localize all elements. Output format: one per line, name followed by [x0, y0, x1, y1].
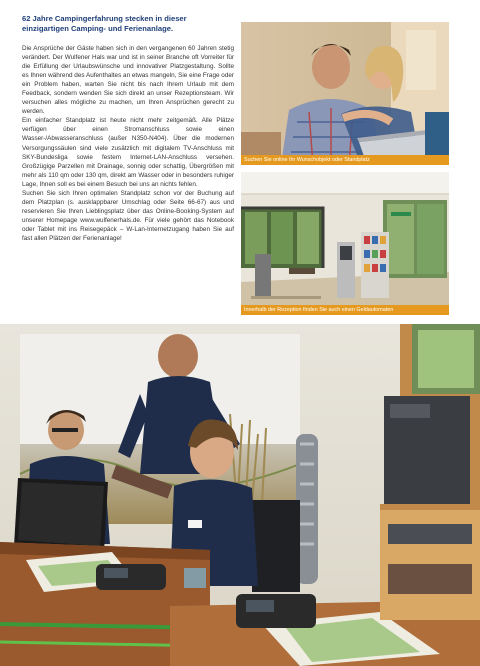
photo-caption: Innerhalb der Rezeption finden Sie auch einen Geldautomaten [241, 305, 449, 315]
couple-laptop-illustration [241, 22, 449, 165]
article-paragraph: Ein einfacher Standplatz ist heute nicht mehr zeitgemäß. Alle Plätze verfügen über einen Stromanschluss sowie einen Wasser-/Abwasseranschluss (außer N350-N404). Über die modernen Versorgungssäulen sind viele zusätzlich mit digitalem TV-Anschluss mit SKY-Bundesliga sowie festem Internet-LAN-Anschluss versehen. Großzügige Parzellen mit Drainage, sonnig oder schattig, Übergrößen mit mehr als 110 qm oder 130 qm, direkt am Wasser oder in besonders ruhiger Lage, Ihnen soll es bei einem Besuch bei uns an nichts fehlen. [22, 117, 234, 188]
article-paragraph: Suchen Sie sich Ihren optimalen Standplatz schon vor der Buchung auf dem Platzplan (s. ausklappbarer Umschlag oder Seite 66-67) aus und reservieren Sie Ihren Lieblingsplatz über das Online-Booking-System auf unserer Homepage www.wulfenerhals.de. Für viele gehört das Notebook oder Tablet mit ins Reisegepäck – W-Lan-Internetzugang haben Sie auf fast allen Plätzen der Ferienanlage! [22, 189, 234, 242]
couple-laptop-photo [241, 22, 449, 165]
photo-caption: Suchen Sie online Ihr Wunschobjekt oder Standplatz [241, 155, 449, 165]
article-headline: 62 Jahre Campingerfahrung stecken in dieser einzigartigen Camping- und Ferienanlage. [22, 14, 187, 33]
reception-interior-illustration [241, 172, 449, 315]
article-paragraph: Die Ansprüche der Gäste haben sich in den vergangenen 60 Jahren stetig verändert. Der Wulfener Hals war und ist in seiner Branche oft Vorreiter für die Erfüllung der Urlaubswünsche und innovativer Platzgestaltung. Sollte es Ihnen während des Aufenthaltes an etwas mangeln, Sie eine Frage oder ein Problem haben, warten Sie nicht bis nach Ihrem Urlaub mit dem Feedback, sondern wenden Sie sich direkt an unser Rezeptionsteam. Wir versuchen alles mögliche zu machen, um Ihren Ansprüchen gerecht zu werden. [22, 45, 234, 116]
reception-desk-illustration [0, 324, 480, 666]
article-body [22, 44, 234, 243]
reception-desk-photo [0, 324, 480, 666]
reception-interior-photo [241, 172, 449, 315]
article-text-column [22, 14, 234, 243]
